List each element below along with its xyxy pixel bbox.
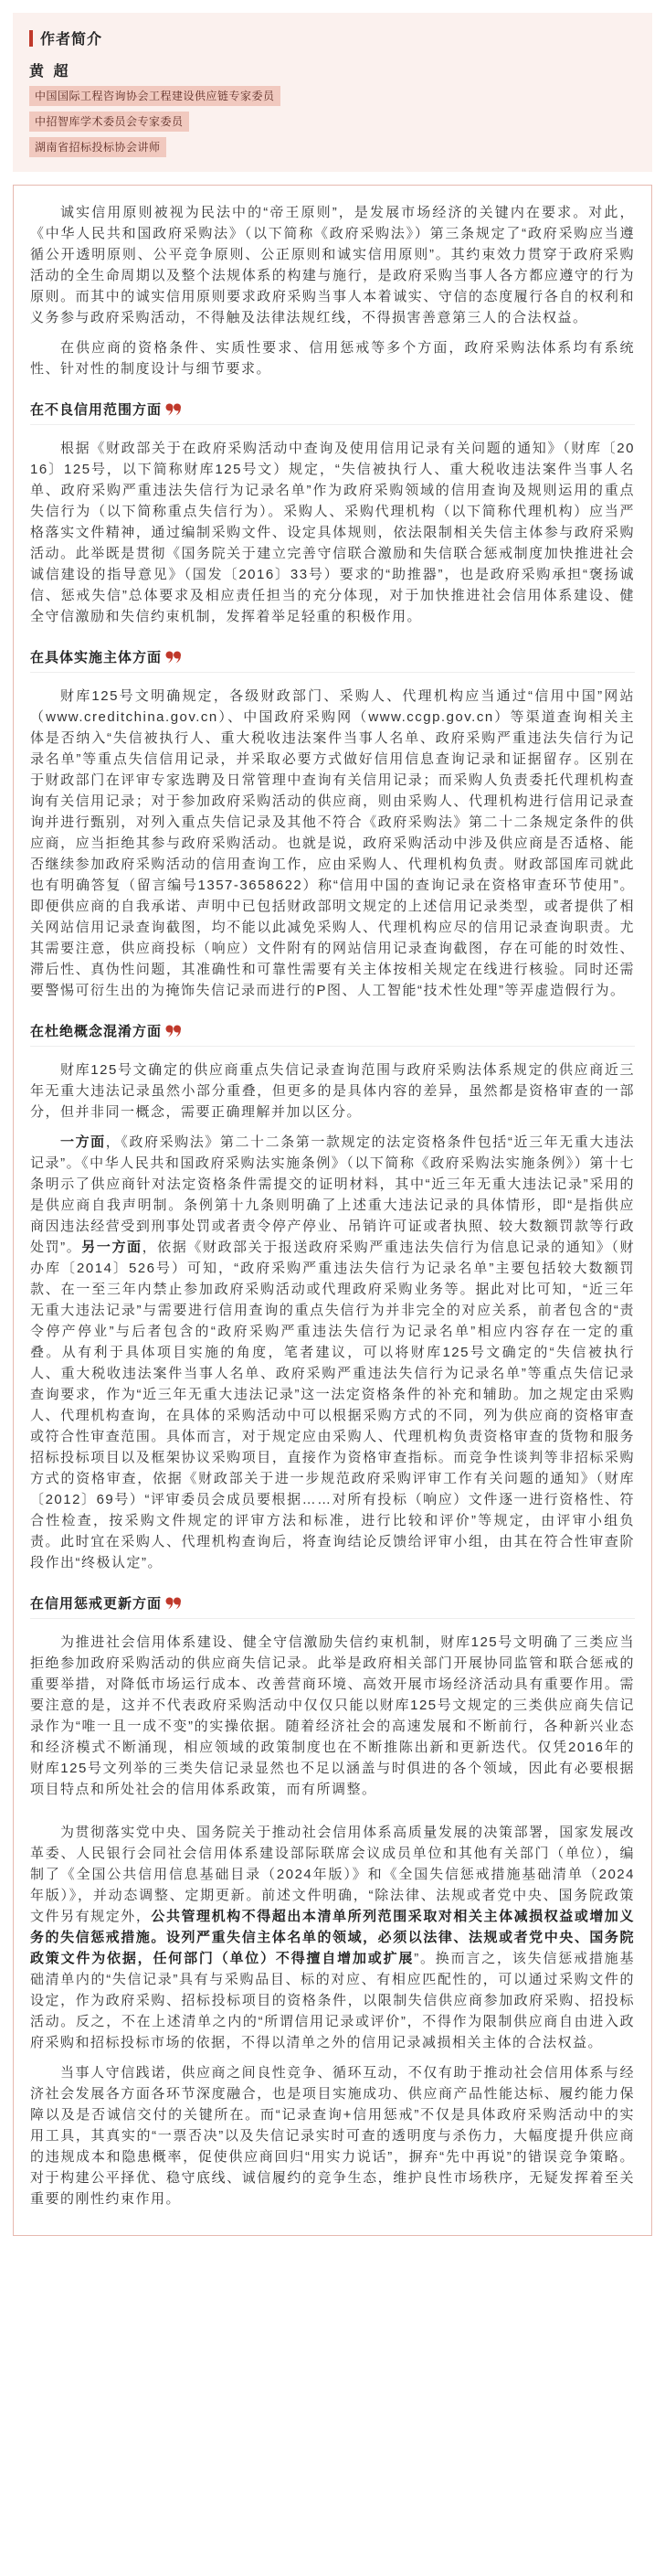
accent-bar <box>29 30 33 47</box>
section-heading-label: 在不良信用范围方面 <box>30 402 163 418</box>
paragraph-text: ，依据《财政部关于报送政府采购严重违法失信行为信息记录的通知》（财办库〔2014〕526号）可知，“政府采购严重违法失信行为记录名单”主要包括较大数额罚款、在一至三年内禁止参加政府采购活动或代理政府采购业务等。据此对比可知，“近三年无重大违法记录”与需要进行信用查询的重点失信行为并非完全的对应关系，前者包含的“责令停产停业”与后者包含的“政府采购严重违法失信行为记录名单”相应内容存在一定的重叠。从有利于具体项目实施的角度，笔者建议，可以将财库125号文确定的“失信被执行人、重大税收违法案件当事人名单、政府采购严重违法失信行为记录名单”等重点失信记录查询要求，作为“近三年无重大违法记录”这一法定资格条件的补充和辅助。加之规定由采购人、代理机构查询，在具体的采购活动中可以根据采购方式的不同，列为供应商的资格审查或符合性审查范围。具体而言，对于规定应由采购人、代理机构负责资格审查的货物和服务招标投标项目以及框架协议采购项目，直接作为资格审查指标。而竞争性谈判等非招标采购方式的资格审查，依据《财政部关于进一步规范政府采购评审工作有关问题的通知》（财库〔2012〕69号）“评审委员会成员要根据……对所有投标（响应）文件逐一进行资格性、符合性检查，按采购文件规定的评审方法和标准，进行比较和评价”等规定，由评审小组负责。此时宜在采购人、代理机构查询后，将查询结论反馈给评审小组，由其在符合性审查阶段作出“终极认定”。 <box>30 1240 635 1570</box>
author-title-row <box>29 86 636 106</box>
intro-paragraph: 在供应商的资格条件、实质性要求、信用惩戒等多个方面，政府采购法体系均有系统性、针对性的制度设计与细节要求。 <box>30 340 635 377</box>
section-concept-distinction <box>30 1021 635 1573</box>
quote-icon <box>165 651 182 664</box>
conclusion <box>30 1822 635 2209</box>
paragraph: 当事人守信践诺，供应商之间良性竞争、循环互动，不仅有助于推动社会信用体系与经济社会发展各方面各环节深度融合，也是项目实施成功、供应商产品性能达标、履约能力保障以及是否诚信交付的关键所在。而“记录查询+信用惩戒”不仅是具体政府采购活动中的实用工具，其真实的“一票否决”以及失信记录实时可查的透明度与杀伤力，大幅度提升供应商的违规成本和隐患概率，促使供应商回归“用实力说话”，摒弃“先中再说”的错误竞争策略。对于构建公平择优、稳守底线、诚信履约的竞争生态，维护良性市场秩序，无疑发挥着至关重要的刚性约束作用。 <box>30 2065 635 2207</box>
author-title-row <box>29 137 636 157</box>
section-heading <box>30 1593 635 1619</box>
section-heading-label: 在信用惩戒更新方面 <box>30 1596 163 1612</box>
intro-paragraph: 诚实信用原则被视为民法中的“帝王原则”，是发展市场经济的关键内在要求。对此，《中华人民共和国政府采购法》（以下简称《政府采购法》）第三条规定了“政府采购应当遵循公开透明原则、公平竞争原则、公正原则和诚实信用原则”。其约束效力贯穿于政府采购活动的全生命周期以及整个法规体系的构建与施行，是政府采购当事人各方都应遵守的行为原则。而其中的诚实信用原则要求政府采购当事人本着诚实、守信的态度履行各自的权利和义务参与政府采购活动，不得触及法律法规红线，不得损害善意第三人的合法权益。 <box>30 205 635 325</box>
paragraph: 财库125号文确定的供应商重点失信记录查询范围与政府采购法体系规定的供应商近三年无重大违法记录虽然小部分重叠，但更多的是具体内容的差异，虽然都是资格审查的一部分，但并非同一概念，需要正确理解并加以区分。 <box>30 1062 635 1120</box>
quote-icon <box>165 1597 182 1610</box>
section-heading <box>30 1021 635 1047</box>
author-name: 黄 超 <box>29 64 71 80</box>
section-bad-credit-scope <box>30 399 635 627</box>
author-title-row <box>29 112 636 132</box>
paragraph: 根据《财政部关于在政府采购活动中查询及使用信用记录有关问题的通知》（财库〔2016〕125号，以下简称财库125号文）规定，“失信被执行人、重大税收违法案件当事人名单、政府采购严重违法失信行为记录名单”作为政府采购领域的信用查询及规则运用的重点失信行为（以下简称重点失信行为）。采购人、采购代理机构（以下简称代理机构）应当严格落实文件精神，通过编制采购文件、设定具体规则，依法限制相关失信主体参与政府采购活动。此举既是贯彻《国务院关于建立完善守信联合激励和失信联合惩戒制度加快推进社会诚信建设的指导意见》（国发〔2016〕33号）要求的“助推器”，也是政府采购承担“褒扬诚信、惩戒失信”总体要求及相应责任担当的充分体现，对于加快推进社会信用体系建设、健全守信激励和失信约束机制，发挥着举足轻重的积极作用。 <box>30 441 635 624</box>
section-heading <box>30 399 635 425</box>
emphasis-text: 一方面 <box>60 1134 106 1150</box>
author-title: 中国国际工程咨询协会工程建设供应链专家委员 <box>29 86 280 106</box>
quote-icon <box>165 1025 182 1038</box>
author-titles <box>29 86 636 157</box>
paragraph-text: ”。换而言之，该失信惩戒措施基础清单内的“失信记录”具有与采购品目、标的对应、有相应匹配性的，可以通过采购文件的设定，作为政府采购、招标投标项目的资格条件，以限制失信供应商参加政府采购、招投标活动。反之，不在上述清单之内的“所谓信用记录或评价”，不得作为限制供应商自由进入政府采购和招标投标市场的依据，不得以清单之外的信用记录减损相关主体的合法权益。 <box>30 1951 635 2050</box>
paragraph: 为推进社会信用体系建设、健全守信激励失信约束机制，财库125号文明确了三类应当拒绝参加政府采购活动的供应商失信记录。此举是政府相关部门开展协同监管和联合惩戒的重要举措，对降低市场运行成本、改善营商环境、高效开展市场经济活动具有重要作用。需要注意的是，这并不代表政府采购活动中仅仅只能以财库125号文规定的三类供应商失信记录作为“唯一且一成不变”的实操依据。随着经济社会的高速发展和不断前行，各种新兴业态和经济模式不断涌现，相应领域的政策制度也在不断推陈出新和更新迭代。仅凭2016年的财库125号文列举的三类失信记录显然也不足以涵盖与时俱进的各个领域，因此有必要根据项目特点和所处社会的信用体系政策，而有所调整。 <box>30 1634 635 1797</box>
quote-icon <box>165 403 182 416</box>
emphasis-text: 另一方面 <box>81 1240 142 1255</box>
paragraph-text: ，《政府采购法》第二十二条第一款规定的法定资格条件包括“近三年无重大违法记录”。《中华人民共和国政府采购法实施条例》（以下简称《政府采购法实施条例》）第十七条明示了供应商针对法定资格条件需提交的证明材料，其中“近三年无重大违法记录”采用的是供应商自我声明制。条例第十九条则明确了上述重大违法记录的具体情形，即“是指供应商因违法经营受到刑事处罚或者责令停产停业、吊销许可证或者执照、较大数额罚款等行政处罚”。 <box>30 1134 635 1255</box>
author-card <box>13 13 652 172</box>
paragraph-text: 为贯彻落实党中央、国务院关于推动社会信用体系高质量发展的决策部署，国家发展改革委、人民银行会同社会信用体系建设部际联席会议成员单位和其他有关部门（单位），编制了《全国公共信用信息基础目录（2024年版）》和《全国失信惩戒措施基础清单（2024年版）》，并动态调整、定期更新。前述文件明确，“除法律、法规或者党中央、国务院政策文件另有规定外， <box>30 1825 635 1924</box>
author-heading-label: 作者简介 <box>40 32 103 48</box>
article-body <box>13 185 652 2236</box>
section-heading-label: 在杜绝概念混淆方面 <box>30 1024 163 1039</box>
section-heading-label: 在具体实施主体方面 <box>30 650 163 665</box>
author-title: 中招智库学术委员会专家委员 <box>29 112 189 132</box>
section-heading <box>30 647 635 673</box>
section-implementing-parties <box>30 647 635 1001</box>
paragraph <box>30 1822 635 2053</box>
emphasis-text: 公共管理机构不得超出本清单所列范围采取对相关主体减损权益或增加义务的失信惩戒措施。设列严重失信主体名单的领域，必须以法律、法规或者党中央、国务院政策文件为依据，任何部门（单位）不得擅自增加或扩展 <box>30 1909 635 1966</box>
author-heading <box>29 27 636 48</box>
paragraph: 财库125号文明确规定，各级财政部门、采购人、代理机构应当通过“信用中国”网站（www.creditchina.gov.cn）、中国政府采购网（www.ccgp.gov.cn）等渠道查询相关主体是否纳入“失信被执行人、重大税收违法案件当事人名单、政府采购严重违法失信行为记录名单”等重点失信信用记录，并采取必要方式做好信用信息查询记录和证据留存。区别在于财政部门在评审专家选聘及日常管理中查询有关信用记录；而采购人负责委托代理机构查询有关信用记录；对于参加政府采购活动的供应商，则由采购人、代理机构进行信用记录查询并进行甄别，对列入重点失信记录及其他不符合《政府采购法》第二十二条规定条件的供应商，应当拒绝其参与政府采购活动。也就是说，政府采购活动中涉及供应商是否适格、能否继续参加政府采购活动的信用查询工作，应由采购人、代理机构负责。财政部国库司就此也有明确答复（留言编号1357-3658622）称“信用中国的查询记录在资格审查环节使用”。即便供应商的自我承诺、声明中已包括财政部明文规定的上述信用记录类型，或者提供了相关网站信用记录查询截图，均不能以此减免采购人、代理机构应尽的信用记录查询职责。尤其需要注意，供应商投标（响应）文件附有的网站信用记录查询截图，存在可能的时效性、滞后性、真伪性问题，其准确性和可靠性需要有关主体按相关规定在线进行核验。同时还需要警惕可衍生出的为掩饰失信记录而进行的P图、人工智能“技术性处理”等弄虚造假行为。 <box>30 688 635 998</box>
section-credit-penalty-update <box>30 1593 635 1800</box>
author-title: 湖南省招标投标协会讲师 <box>29 137 166 157</box>
paragraph <box>30 1132 635 1573</box>
